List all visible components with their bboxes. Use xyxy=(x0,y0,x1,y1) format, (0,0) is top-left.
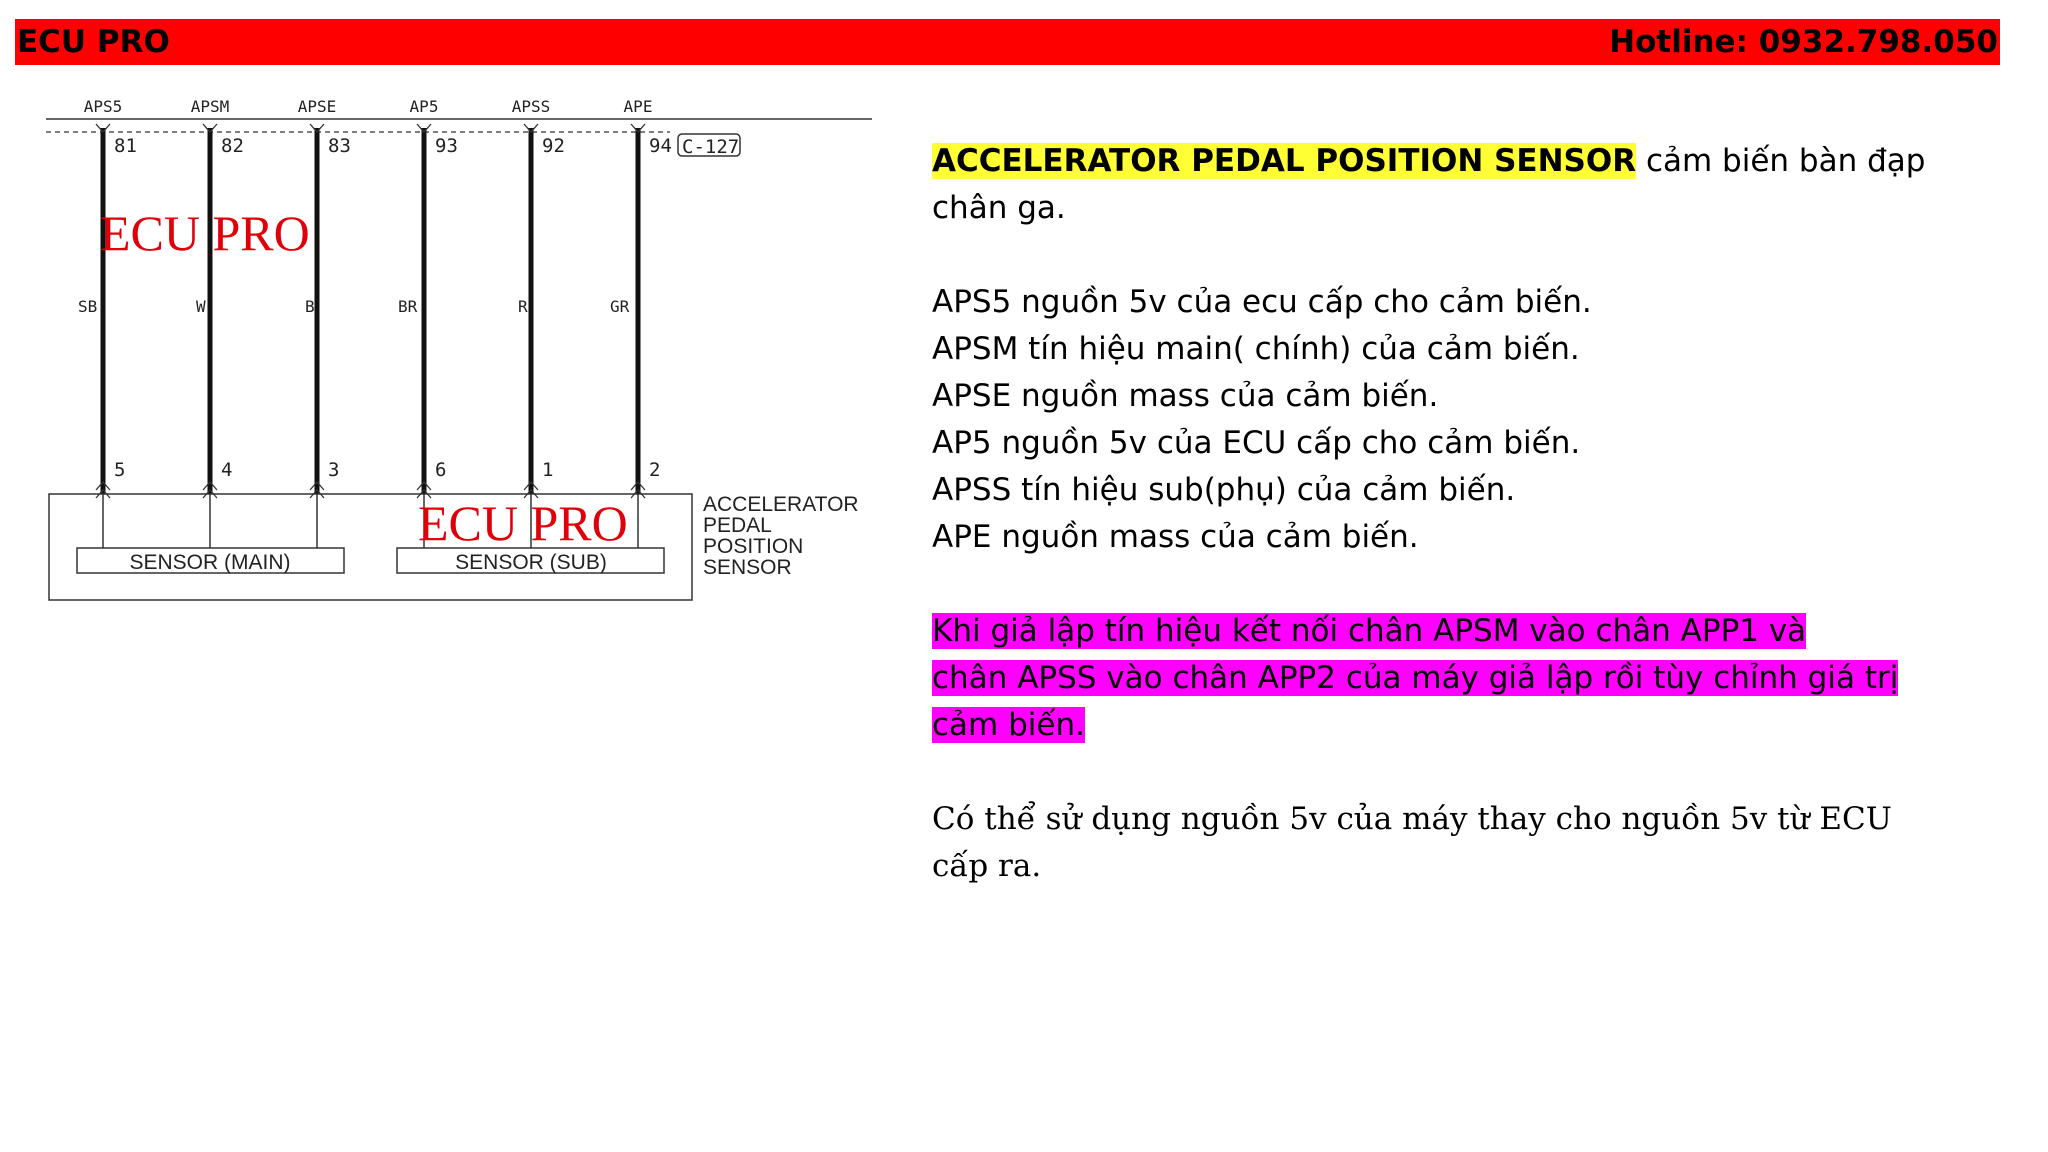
sensor-pin-apss: 1 xyxy=(542,459,554,481)
wire-color-ape: GR xyxy=(610,297,630,316)
ecu-pin-apsm: 82 xyxy=(221,135,244,157)
note-paragraph xyxy=(932,796,1932,890)
pin-desc-aps5: APS5 nguồn 5v của ecu cấp cho cảm biến. xyxy=(932,284,1592,320)
pin-desc-apse: APSE nguồn mass của cảm biến. xyxy=(932,378,1439,414)
wires-layer xyxy=(78,97,672,548)
header-bar xyxy=(15,19,2000,65)
note-line-2: cấp ra. xyxy=(932,848,1042,884)
ecu-pin-apss: 92 xyxy=(542,135,565,157)
sensor-pin-aps5: 5 xyxy=(114,459,126,481)
ecu-pin-ap5: 93 xyxy=(435,135,458,157)
title-paragraph xyxy=(932,138,1932,232)
wiring-diagram xyxy=(0,80,880,620)
component-label-3: POSITION xyxy=(703,535,804,558)
note-line-1: Có thể sử dụng nguồn 5v của máy thay cho nguồn 5v từ ECU xyxy=(932,801,1892,837)
title-highlight: ACCELERATOR PEDAL POSITION SENSOR xyxy=(932,143,1637,179)
component-label-4: SENSOR xyxy=(703,556,792,579)
title-rest-2: chân ga. xyxy=(932,190,1066,226)
wire-color-apse: B xyxy=(305,297,315,316)
pin-desc-apss: APSS tín hiệu sub(phụ) của cảm biến. xyxy=(932,472,1516,508)
simulate-paragraph xyxy=(932,608,1932,749)
wire-color-apss: R xyxy=(518,297,528,316)
ecu-pin-apse: 83 xyxy=(328,135,351,157)
signal-label-ape: APE xyxy=(623,97,653,116)
component-label-2: PEDAL xyxy=(703,514,772,537)
wire-color-ap5: BR xyxy=(398,297,418,316)
sensor-pin-ap5: 6 xyxy=(435,459,447,481)
description-panel xyxy=(932,138,1932,937)
connector-tag: C-127 xyxy=(682,136,740,158)
simulate-line-1: Khi giả lập tín hiệu kết nối chân APSM vào chân APP1 và xyxy=(932,613,1807,649)
sensor-pin-ape: 2 xyxy=(649,459,661,481)
pin-desc-ap5: AP5 nguồn 5v của ECU cấp cho cảm biến. xyxy=(932,425,1581,461)
sensor-main-label: SENSOR (MAIN) xyxy=(129,551,291,574)
ecu-pin-ape: 94 xyxy=(649,135,672,157)
hotline: Hotline: 0932.798.050 xyxy=(1609,24,1998,60)
sensor-sub-label: SENSOR (SUB) xyxy=(455,551,607,574)
signal-label-apss: APSS xyxy=(511,97,551,116)
title-rest-1: cảm biến bàn đạp xyxy=(1636,143,1926,179)
simulate-line-2: chân APSS vào chân APP2 của máy giả lập rồi tùy chỉnh giá trị xyxy=(932,660,1899,696)
signal-label-aps5: APS5 xyxy=(83,97,123,116)
signal-label-ap5: AP5 xyxy=(409,97,439,116)
simulate-line-3: cảm biến. xyxy=(932,707,1085,743)
pin-desc-apsm: APSM tín hiệu main( chính) của cảm biến. xyxy=(932,331,1580,367)
ecu-pin-aps5: 81 xyxy=(114,135,137,157)
pin-desc-ape: APE nguồn mass của cảm biến. xyxy=(932,519,1419,555)
component-label-1: ACCELERATOR xyxy=(703,493,859,516)
watermark-top: ECU PRO xyxy=(100,205,310,261)
wire-color-apsm: W xyxy=(196,297,206,316)
wire-color-aps5: SB xyxy=(78,297,98,316)
signal-label-apse: APSE xyxy=(297,97,337,116)
brand-title: ECU PRO xyxy=(17,24,170,60)
watermark-bottom: ECU PRO xyxy=(418,495,628,551)
signal-label-apsm: APSM xyxy=(190,97,230,116)
sensor-pin-apsm: 4 xyxy=(221,459,233,481)
sensor-pin-apse: 3 xyxy=(328,459,340,481)
pin-descriptions xyxy=(932,279,1932,561)
